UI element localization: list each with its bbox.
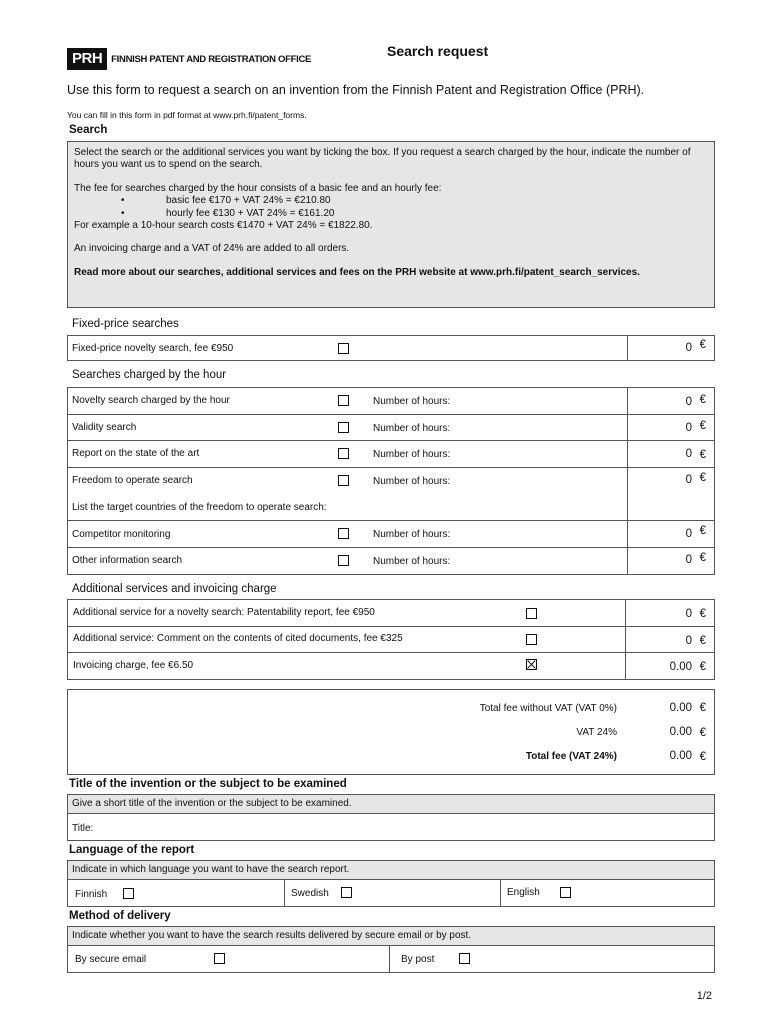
invention-instruction: Give a short title of the invention or the subject to be examined. [67,794,715,814]
post-checkbox[interactable] [459,953,470,964]
hours-label: Number of hours: [373,423,451,434]
fee-bullet-basic: • basic fee €170 + VAT 24% = €210.80 [121,195,331,207]
language-options [67,879,715,907]
target-countries-label: List the target countries of the freedom to operate search: [72,502,327,513]
delivery-heading: Method of delivery [69,910,171,922]
page-title: Search request [387,43,489,59]
currency-symbol: € [699,608,706,620]
hourly-row-label: Report on the state of the art [72,448,200,459]
cited-documents-checkbox[interactable] [526,634,537,645]
hours-label: Number of hours: [373,396,451,407]
invention-title-field[interactable] [67,813,715,841]
additional-amount: 0 [685,608,692,620]
hourly-row-label: Freedom to operate search [72,475,193,486]
hourly-amount: 0 [685,528,692,540]
other-search-checkbox[interactable] [338,555,349,566]
language-instruction: Indicate in which language you want to have the search report. [67,860,715,880]
vat-label: VAT 24% [576,727,617,738]
total-fee: 0.00 [669,750,692,762]
competitor-monitoring-checkbox[interactable] [338,528,349,539]
title-field-label: Title: [72,823,94,834]
read-more-note: Read more about our searches, additional services and fees on the PRH website at www.prh.fi/patent_search_services. [74,266,640,278]
secure-email-checkbox[interactable] [214,953,225,964]
language-english-label: English [507,887,540,898]
currency-symbol: € [699,661,706,673]
swedish-checkbox[interactable] [341,887,352,898]
total-without-vat-label: Total fee without VAT (VAT 0%) [479,703,617,714]
patentability-report-checkbox[interactable] [526,608,537,619]
english-checkbox[interactable] [560,887,571,898]
currency-symbol: € [699,702,706,714]
hourly-amount: 0 [685,448,692,460]
hourly-row-label: Novelty search charged by the hour [72,395,230,406]
hourly-table [67,387,715,575]
finnish-checkbox[interactable] [123,888,134,899]
additional-amount: 0.00 [669,661,692,673]
language-heading: Language of the report [69,844,195,856]
currency-symbol: € [699,339,706,351]
currency-symbol: € [699,635,706,647]
state-of-art-checkbox[interactable] [338,448,349,459]
delivery-email-label: By secure email [75,954,147,965]
currency-symbol: € [699,751,706,763]
freedom-to-operate-checkbox[interactable] [338,475,349,486]
currency-symbol: € [699,472,706,484]
hours-label: Number of hours: [373,476,451,487]
currency-symbol: € [699,525,706,537]
hourly-row-label: Competitor monitoring [72,529,171,540]
delivery-post-label: By post [401,954,435,965]
page-number: 1/2 [696,990,712,1002]
hourly-amount: 0 [685,474,692,486]
logo-mark: PRH [67,48,107,70]
hourly-amount: 0 [685,422,692,434]
currency-symbol: € [699,449,706,461]
hours-label: Number of hours: [373,529,451,540]
intro-text: Use this form to request a search on an invention from the Finnish Patent and Registration Office (PRH). [67,83,645,97]
vat-amount: 0.00 [669,726,692,738]
search-info-box [67,141,715,308]
delivery-instruction: Indicate whether you want to have the search results delivered by secure email or by post. [67,926,715,946]
fixed-price-heading: Fixed-price searches [72,318,179,330]
additional-amount: 0 [685,635,692,647]
delivery-options [67,945,715,973]
fee-bullet-hourly: • hourly fee €130 + VAT 24% = €161.20 [121,207,335,219]
currency-symbol: € [699,420,706,432]
language-finnish-label: Finnish [75,889,108,900]
additional-row-label: Invoicing charge, fee €6.50 [73,660,194,671]
logo-text: FINNISH PATENT AND REGISTRATION OFFICE [111,53,312,65]
additional-row-label: Additional service for a novelty search: Patentability report, fee €950 [73,607,375,618]
currency-symbol: € [699,727,706,739]
hours-label: Number of hours: [373,556,451,567]
fee-example: For example a 10-hour search costs €1470 + VAT 24% = €1822.80. [74,220,373,232]
total-fee-label: Total fee (VAT 24%) [525,751,617,762]
fixed-price-row [67,335,715,361]
language-swedish-label: Swedish [291,888,329,899]
prh-logo [67,48,311,70]
currency-symbol: € [699,552,706,564]
hourly-heading: Searches charged by the hour [72,369,227,381]
hourly-row-label: Validity search [72,422,137,433]
fixed-price-amount: 0 [685,342,692,354]
additional-heading: Additional services and invoicing charge [72,583,277,595]
pdf-note: You can fill in this form in pdf format at www.prh.fi/patent_forms. [67,110,307,120]
additional-table [67,599,715,680]
search-heading: Search [69,124,108,136]
additional-row-label: Additional service: Comment on the contents of cited documents, fee €325 [73,633,403,644]
invention-heading: Title of the invention or the subject to be examined [69,778,347,790]
validity-checkbox[interactable] [338,422,349,433]
invoicing-charge-checkbox[interactable] [526,659,537,670]
search-info-p1: Select the search or the additional services you want by ticking the box. If you request a search charged by the hour, indicate the number of hours you want us to spend on the search. [74,147,691,171]
hourly-amount: 0 [685,554,692,566]
currency-symbol: € [699,394,706,406]
hourly-row-label: Other information search [72,555,183,566]
totals-box [67,689,715,775]
fixed-price-checkbox[interactable] [338,343,349,354]
fixed-price-label: Fixed-price novelty search, fee €950 [72,343,234,354]
fee-description: The fee for searches charged by the hour consists of a basic fee and an hourly fee: [74,182,442,194]
invoicing-note: An invoicing charge and a VAT of 24% are added to all orders. [74,243,350,255]
hours-label: Number of hours: [373,449,451,460]
total-without-vat: 0.00 [669,702,692,714]
hourly-amount: 0 [685,396,692,408]
novelty-hourly-checkbox[interactable] [338,395,349,406]
